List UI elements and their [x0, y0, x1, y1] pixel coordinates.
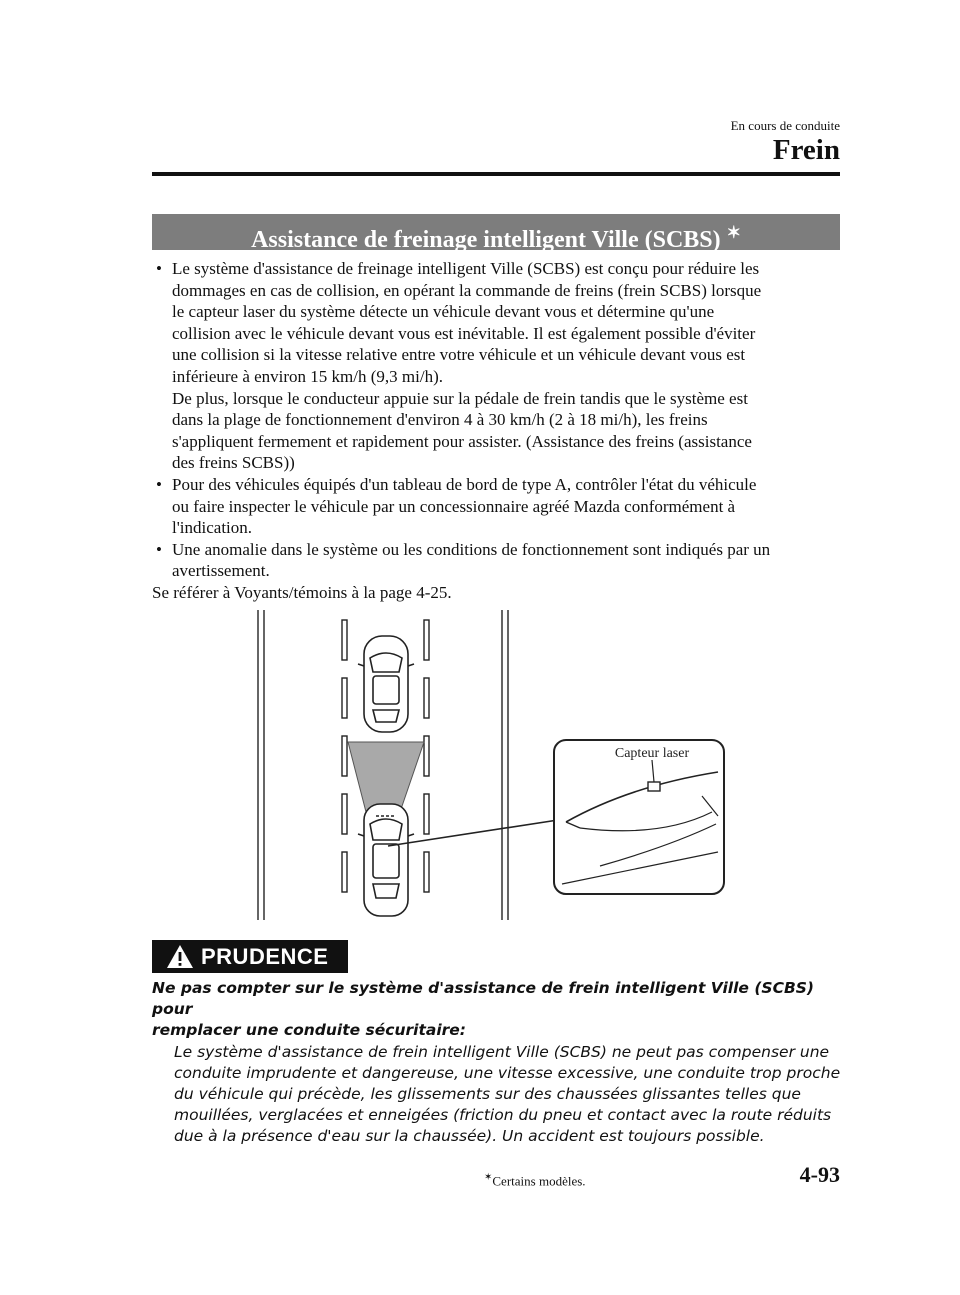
bullet-line: collision avec le véhicule devant vous est inévitable. Il est également possible d'éviter	[172, 323, 756, 343]
bullet-line: Une anomalie dans le système ou les conditions de fonctionnement sont indiqués par un	[172, 539, 771, 559]
laser-detection-zone	[348, 742, 424, 812]
section-title-band	[152, 214, 840, 253]
bullet-line: De plus, lorsque le conducteur appuie sur la pédale de frein tandis que le système est	[172, 388, 748, 408]
footnote	[484, 1172, 586, 1189]
footnote-text: Certains modèles.	[492, 1173, 586, 1189]
bullet-line: inférieure à environ 15 km/h (9,3 mi/h).	[172, 366, 443, 386]
bullet-line: dans la plage de fonctionnement d'environ 4 à 30 km/h (2 à 18 mi/h), les freins	[172, 410, 708, 430]
callout-leader	[388, 820, 558, 846]
callout-label: Capteur laser	[614, 746, 690, 761]
bullet-line: des freins SCBS))	[172, 453, 295, 473]
header-title: Frein	[772, 134, 840, 166]
header-section-label: En cours de conduite	[730, 118, 840, 133]
caution-text-line: Le système d'assistance de frein intelligent Ville (SCBS) ne peut pas compenser une	[174, 1042, 830, 1061]
bullet-line: une collision si la vitesse relative entre votre véhicule et un véhicule devant vous est	[172, 345, 746, 365]
bullet-dot-icon: •	[156, 259, 162, 278]
bullet-line: s'appliquent fermement et rapidement pour assister. (Assistance des freins (assistance	[172, 431, 752, 451]
bullet-line: Pour des véhicules équipés d'un tableau de bord de type A, contrôler l'état du véhicule	[172, 474, 757, 494]
caution-lead-line: Ne pas compter sur le système d'assistance de frein intelligent Ville (SCBS) pour	[152, 979, 815, 1019]
body-text	[152, 258, 842, 604]
asterisk-icon: ✶	[484, 1172, 493, 1183]
warning-icon	[166, 944, 194, 969]
bullet-line: avertissement.	[172, 561, 270, 581]
bullet-dot-icon: •	[156, 539, 162, 559]
caution-text-line: mouillées, verglacées et enneigées (friction du pneu et contact avec la route réduits	[174, 1106, 832, 1125]
bullet-dot-icon: •	[156, 474, 162, 494]
bullet-item	[152, 539, 842, 582]
bullet-item	[152, 258, 842, 474]
bullet-item	[152, 474, 842, 539]
asterisk-icon: ✶	[726, 223, 741, 242]
section-title: Assistance de freinage intelligent Ville (SCBS)	[251, 227, 721, 253]
lead-car-icon	[358, 636, 414, 732]
own-car-icon	[358, 804, 414, 916]
reference-line: Se référer à Voyants/témoins à la page 4-25.	[152, 582, 452, 602]
caution-lead-line: remplacer une conduite sécuritaire:	[152, 1021, 466, 1040]
page-number: 4-93	[799, 1162, 840, 1187]
header-rule	[152, 172, 840, 176]
caution-text-line: due à la présence d'eau sur la chaussée). Un accident est toujours possible.	[174, 1127, 765, 1146]
scbs-illustration	[240, 606, 740, 924]
bullet-line: l'indication.	[172, 518, 253, 538]
caution-text-line: conduite imprudente et dangereuse, une vitesse excessive, une conduite trop proche	[174, 1063, 841, 1082]
caution-box	[152, 978, 842, 1148]
laser-sensor-icon	[648, 782, 660, 791]
bullet-line: le capteur laser du système détecte un véhicule devant vous et détermine qu'une	[172, 302, 715, 322]
caution-badge-label: PRUDENCE	[201, 944, 329, 969]
bullet-line: dommages en cas de collision, en opérant la commande de freins (frein SCBS) lorsque	[172, 280, 762, 300]
windshield-inset	[554, 740, 724, 894]
bullet-line: Le système d'assistance de freinage intelligent Ville (SCBS) est conçu pour réduire les	[172, 259, 760, 278]
caution-text-line: du véhicule qui précède, les glissements sur des chaussées glissantes telles que	[174, 1085, 801, 1104]
caution-badge	[152, 940, 348, 973]
bullet-line: ou faire inspecter le véhicule par un concessionnaire agréé Mazda conformément à	[172, 496, 736, 516]
